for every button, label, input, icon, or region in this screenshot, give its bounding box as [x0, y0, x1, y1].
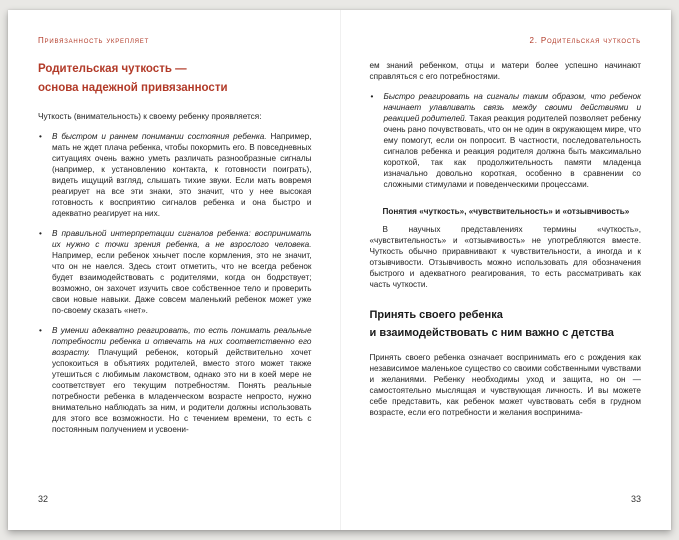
- bullet-lead: Быстро реагировать на сигналы таким образом, что ребенок начинает улавливать связь между своими действиями и реакцией родителей.: [383, 92, 641, 123]
- page-number-left: 32: [38, 494, 49, 504]
- bullet-item: [38, 228, 312, 316]
- bullet-text: Плачущий ребенок, который действительно хочет успокоиться в объятиях родителей, вместо этого может также утешиться с любимым лакомством, однако это ни в коей мере не соответствует его текущим потребностям. Понять реальные потребности ребенка в младенческом возрасте непросто, нужно внимательно наблюдать за ним, и родители должны использовать для этого все возможности. Но с течением времени, то есть с постоянным получением и усвоени-: [52, 347, 312, 434]
- page-number-right: 33: [630, 494, 641, 504]
- page-left: [8, 10, 340, 530]
- chapter-title-line-2: основа надежной привязанности: [38, 81, 228, 94]
- bullet-item: [38, 325, 312, 435]
- note-paragraph: В научных представлениях термины «чуткость», «чувствительность» и «отзывчивость» не употребляются вместе. Чуткость обычно приравнивают к чувствительности, а иногда и к отзывчивости. Отзывчивость можно использовать для обозначения быстрого и адекватного реагирования, то есть рассматривать как часть чуткости.: [369, 225, 641, 289]
- bullet-marker: •: [39, 228, 42, 238]
- bullet-lead: В умении адекватно реагировать, то есть понимать реальные потребности ребенка и отвечать на них соответственно его возрасту.: [52, 325, 312, 357]
- body-paragraph: Принять своего ребенка означает воспринимать его с рождения как независимое маленькое существо со своими собственными чувствами и желаниями. Ребенку необходимы уход и защита, но он — самостоятельно мыслящая и чувствующая личность. И вы можете себе представить, как ребенок может чувствовать себя в грудном возрасте, если его потребности и желания воспринима-: [369, 353, 641, 418]
- continuation-paragraph: ем знаний ребенком, отцы и матери более успешно начинают справляться с его потребностями.: [369, 61, 641, 81]
- running-head-left: Привязанность укрепляет: [38, 36, 150, 45]
- bullet-list-left: [38, 131, 312, 435]
- section-title-line-2: и взаимодействовать с ним важно с детства: [369, 327, 614, 340]
- chapter-title: [38, 60, 312, 98]
- bullet-item: [370, 91, 642, 190]
- terminology-note: [370, 206, 642, 290]
- bullet-text: Такая реакция родителей позволяет ребенку очень рано почувствовать, что он не один в окружающем мире, что ему помогут, если он попросит. В частности, последовательность сигналов ребенка и реакция родителя должна быть максимально короткой, так как продолжительность памяти младенца изначально довольно короткая, особенно в сравнении со сложными стимулами и поведенческими процессами.: [383, 114, 641, 189]
- bullet-text: Например, мать не ждет плача ребенка, чтобы покормить его. В повседневных ситуациях очень важно уметь различать разнообразные сигналы (например, к установлению контакта, к готовности поиграть), видеть ищущий взгляд, слышать тихие звуки. Если мать вовремя реагирует на все эти знаки, это значит, что у нее высокая готовность к восприятию сигналов ребенка и она быстро и адекватно реагирует на них.: [52, 131, 312, 218]
- section-title: [370, 306, 642, 342]
- bullet-marker: •: [39, 325, 42, 335]
- bullet-marker: •: [370, 92, 374, 101]
- bullet-lead: В быстром и раннем понимании состояния ребенка.: [52, 131, 267, 141]
- running-head-right: 2. Родительская чуткость: [529, 36, 641, 45]
- note-heading: Понятия «чуткость», «чувствительность» и «отзывчивость»: [382, 207, 630, 216]
- book-spread: [8, 10, 671, 530]
- section-title-line-1: Принять своего ребенка: [369, 309, 503, 321]
- bullet-text: Например, если ребенок хнычет после кормления, это не значит, что он не наелся. Здесь стоит отметить, что не всегда ребенок будет взаимодействовать с родителями, когда он бодрствует; возможно, он захочет изучить свое собственное тело и проверить свои новые навыки. Даже совсем маленький ребенок может уже по-своему сказать «нет».: [52, 250, 312, 315]
- page-right: [340, 10, 672, 530]
- bullet-marker: •: [39, 131, 42, 141]
- chapter-title-line-1: Родительская чуткость —: [38, 63, 187, 75]
- bullet-lead: В правильной интерпретации сигналов ребенка: воспринимать их нужно с точки зрения ребенка, а не взрослого человека.: [52, 228, 312, 249]
- bullet-list-right: [370, 91, 642, 190]
- intro-paragraph: Чуткость (внимательность) к своему ребенку проявляется:: [38, 111, 262, 121]
- bullet-item: [38, 131, 312, 219]
